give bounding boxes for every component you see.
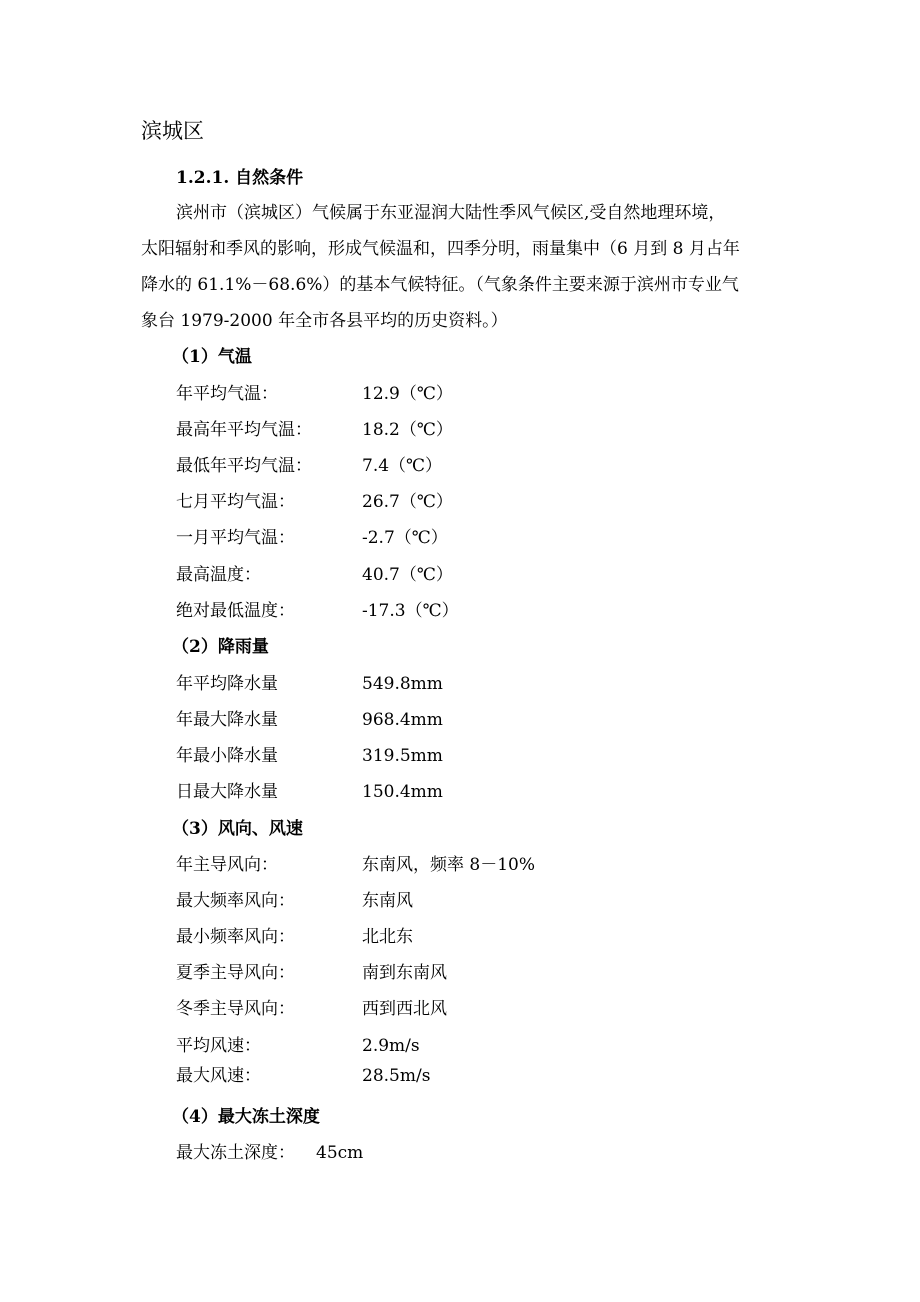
row-value: 150.4mm [362, 782, 443, 802]
row-label: 最低年平均气温： [176, 456, 312, 476]
row-label: 年平均降水量 [176, 674, 278, 694]
row-value: 北北东 [362, 927, 413, 947]
row-label: 冬季主导风向： [176, 999, 295, 1019]
row-value: 南到东南风 [362, 963, 447, 983]
paragraph-line: 太阳辐射和季风的影响，形成气候温和，四季分明，雨量集中（6 月到 8 月占年 [141, 239, 740, 259]
row-value: 12.9（℃） [362, 384, 453, 404]
row-label: 年最小降水量 [176, 746, 278, 766]
paragraph-line: 象台 1979-2000 年全市各县平均的历史资料。） [141, 311, 508, 331]
row-value: 7.4（℃） [362, 456, 443, 476]
row-label: 最高温度： [176, 565, 261, 585]
row-label: 夏季主导风向： [176, 963, 295, 983]
row-value: 40.7（℃） [362, 565, 453, 585]
row-label: 最大风速： [176, 1066, 261, 1086]
row-value: 968.4mm [362, 710, 443, 730]
paragraph-line: 滨州市（滨城区）气候属于东亚湿润大陆性季风气候区,受自然地理环境， [176, 203, 726, 223]
row-value: 2.9m/s [362, 1036, 420, 1056]
row-value: -2.7（℃） [362, 528, 448, 548]
row-label: 日最大降水量 [176, 782, 278, 802]
row-value: 东南风，频率 8－10% [362, 855, 536, 875]
row-value: 319.5mm [362, 746, 443, 766]
row-label: 平均风速： [176, 1036, 261, 1056]
row-label: 一月平均气温： [176, 528, 295, 548]
row-label: 七月平均气温： [176, 492, 295, 512]
row-label: 最大频率风向： [176, 891, 295, 911]
row-label: 年主导风向： [176, 855, 278, 875]
row-value: 26.7（℃） [362, 492, 453, 512]
row-value: -17.3（℃） [362, 601, 459, 621]
subheading-wind: （3）风向、风速 [172, 819, 303, 839]
row-label: 年平均气温： [176, 384, 278, 404]
subheading-rainfall: （2）降雨量 [172, 637, 269, 657]
row-label: 最大冻土深度： [176, 1143, 295, 1163]
row-value: 45cm [316, 1143, 364, 1163]
row-value: 18.2（℃） [362, 420, 453, 440]
row-label: 最小频率风向： [176, 927, 295, 947]
page-title: 滨城区 [141, 119, 204, 143]
row-value: 西到西北风 [362, 999, 447, 1019]
subheading-frozen-soil: （4）最大冻土深度 [172, 1107, 320, 1127]
paragraph-line: 降水的 61.1%－68.6%）的基本气候特征。（气象条件主要来源于滨州市专业气 [141, 275, 739, 295]
row-label: 最高年平均气温： [176, 420, 312, 440]
row-label: 年最大降水量 [176, 710, 278, 730]
subheading-temperature: （1）气温 [172, 347, 252, 367]
row-value: 东南风 [362, 891, 413, 911]
row-label: 绝对最低温度： [176, 601, 295, 621]
section-heading: 1.2.1. 自然条件 [176, 168, 304, 188]
row-value: 549.8mm [362, 674, 443, 694]
row-value: 28.5m/s [362, 1066, 431, 1086]
